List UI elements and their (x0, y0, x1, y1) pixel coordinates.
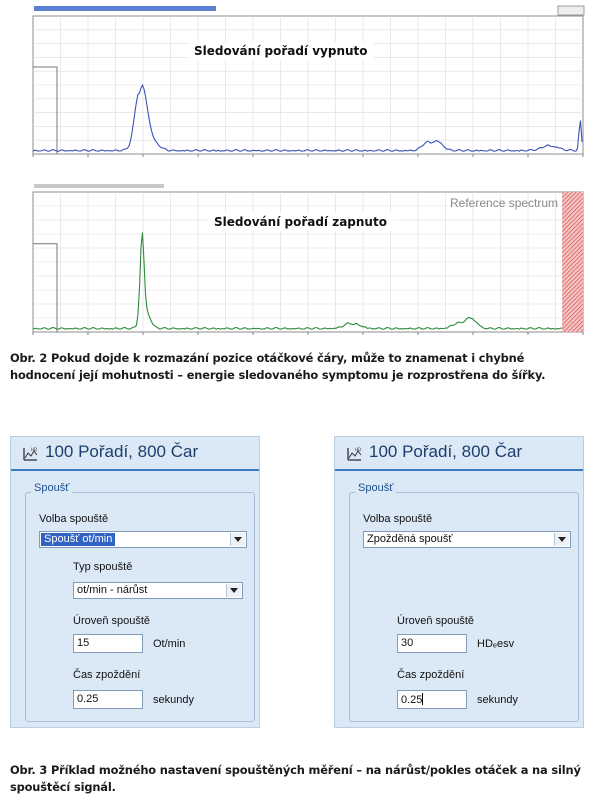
trigger-level-label: Úroveň spouště (397, 615, 475, 627)
trigger-group-label: Spoušť (355, 482, 396, 494)
dropdown-arrow-icon[interactable] (230, 533, 245, 546)
trigger-type-value: ot/min - nárůst (77, 584, 148, 596)
figure2-caption: Obr. 2 Pokud dojde k rozmazání pozice otáčkové čáry, může to znamenat i chybné hodnocení její mohutnosti – energie sledovaného symptomu je rozprostřena do šířky. (10, 351, 546, 382)
figure3-caption: Obr. 3 Příklad možného nastavení spouštěných měření – na nárůst/pokles otáček a na silný spouštěcí signál. (10, 763, 581, 794)
svg-text:HD: HD (31, 447, 38, 452)
panel-header (335, 437, 583, 471)
delay-time-label: Čas zpoždění (73, 669, 141, 681)
trigger-choice-label: Volba spouště (363, 513, 433, 525)
dropdown-arrow-icon[interactable] (554, 533, 569, 546)
delay-time-unit: sekundy (153, 694, 194, 706)
trigger-group-box (349, 492, 579, 722)
trigger-choice-select[interactable] (39, 531, 247, 548)
reference-band (562, 192, 583, 332)
reference-spectrum-label: Reference spectrum (450, 196, 559, 210)
window-controls (558, 6, 584, 15)
window-title-strip (34, 6, 216, 11)
chart-annotation-top: Sledování pořadí vypnuto (188, 42, 374, 60)
trigger-level-input[interactable]: 30 (397, 634, 467, 653)
svg-text:HD: HD (355, 447, 362, 452)
panel-header (11, 437, 259, 471)
delay-time-input[interactable]: 0.25 (73, 690, 143, 709)
trigger-choice-value: Zpožděná spoušť (367, 533, 453, 545)
dropdown-arrow-icon[interactable] (226, 584, 241, 597)
delay-time-input[interactable] (397, 690, 467, 709)
window-title-strip (34, 184, 164, 188)
trigger-settings-panel-left (10, 436, 260, 728)
trigger-settings-panel-right (334, 436, 584, 728)
trigger-type-label: Typ spouště (73, 561, 133, 573)
text-caret (422, 693, 423, 705)
trigger-choice-value: Spoušť ot/min (41, 533, 115, 546)
trigger-level-input[interactable]: 15 (73, 634, 143, 653)
panel-title: 100 Pořadí, 800 Čar (369, 442, 523, 461)
delay-time-label: Čas zpoždění (397, 669, 465, 681)
hd-chart-icon (23, 447, 38, 461)
trigger-level-unit: Ot/min (153, 638, 186, 650)
delay-time-value: 0.25 (401, 694, 423, 706)
spectrum-chart-bottom (0, 178, 600, 340)
panel-title: 100 Pořadí, 800 Čar (45, 442, 199, 461)
trigger-choice-select[interactable] (363, 531, 571, 548)
trigger-group-label: Spoušť (31, 482, 72, 494)
delay-time-unit: sekundy (477, 694, 518, 706)
chart-annotation-bottom: Sledování pořadí zapnuto (208, 213, 393, 231)
trigger-level-label: Úroveň spouště (73, 615, 151, 627)
trigger-choice-label: Volba spouště (39, 513, 109, 525)
trigger-level-unit: HDₑesv (477, 638, 515, 650)
hd-chart-icon (347, 447, 362, 461)
spectrum-top-svg (0, 0, 600, 180)
trigger-group-box (25, 492, 255, 722)
trigger-type-select[interactable] (73, 582, 243, 599)
spectrum-chart-top (0, 0, 600, 180)
